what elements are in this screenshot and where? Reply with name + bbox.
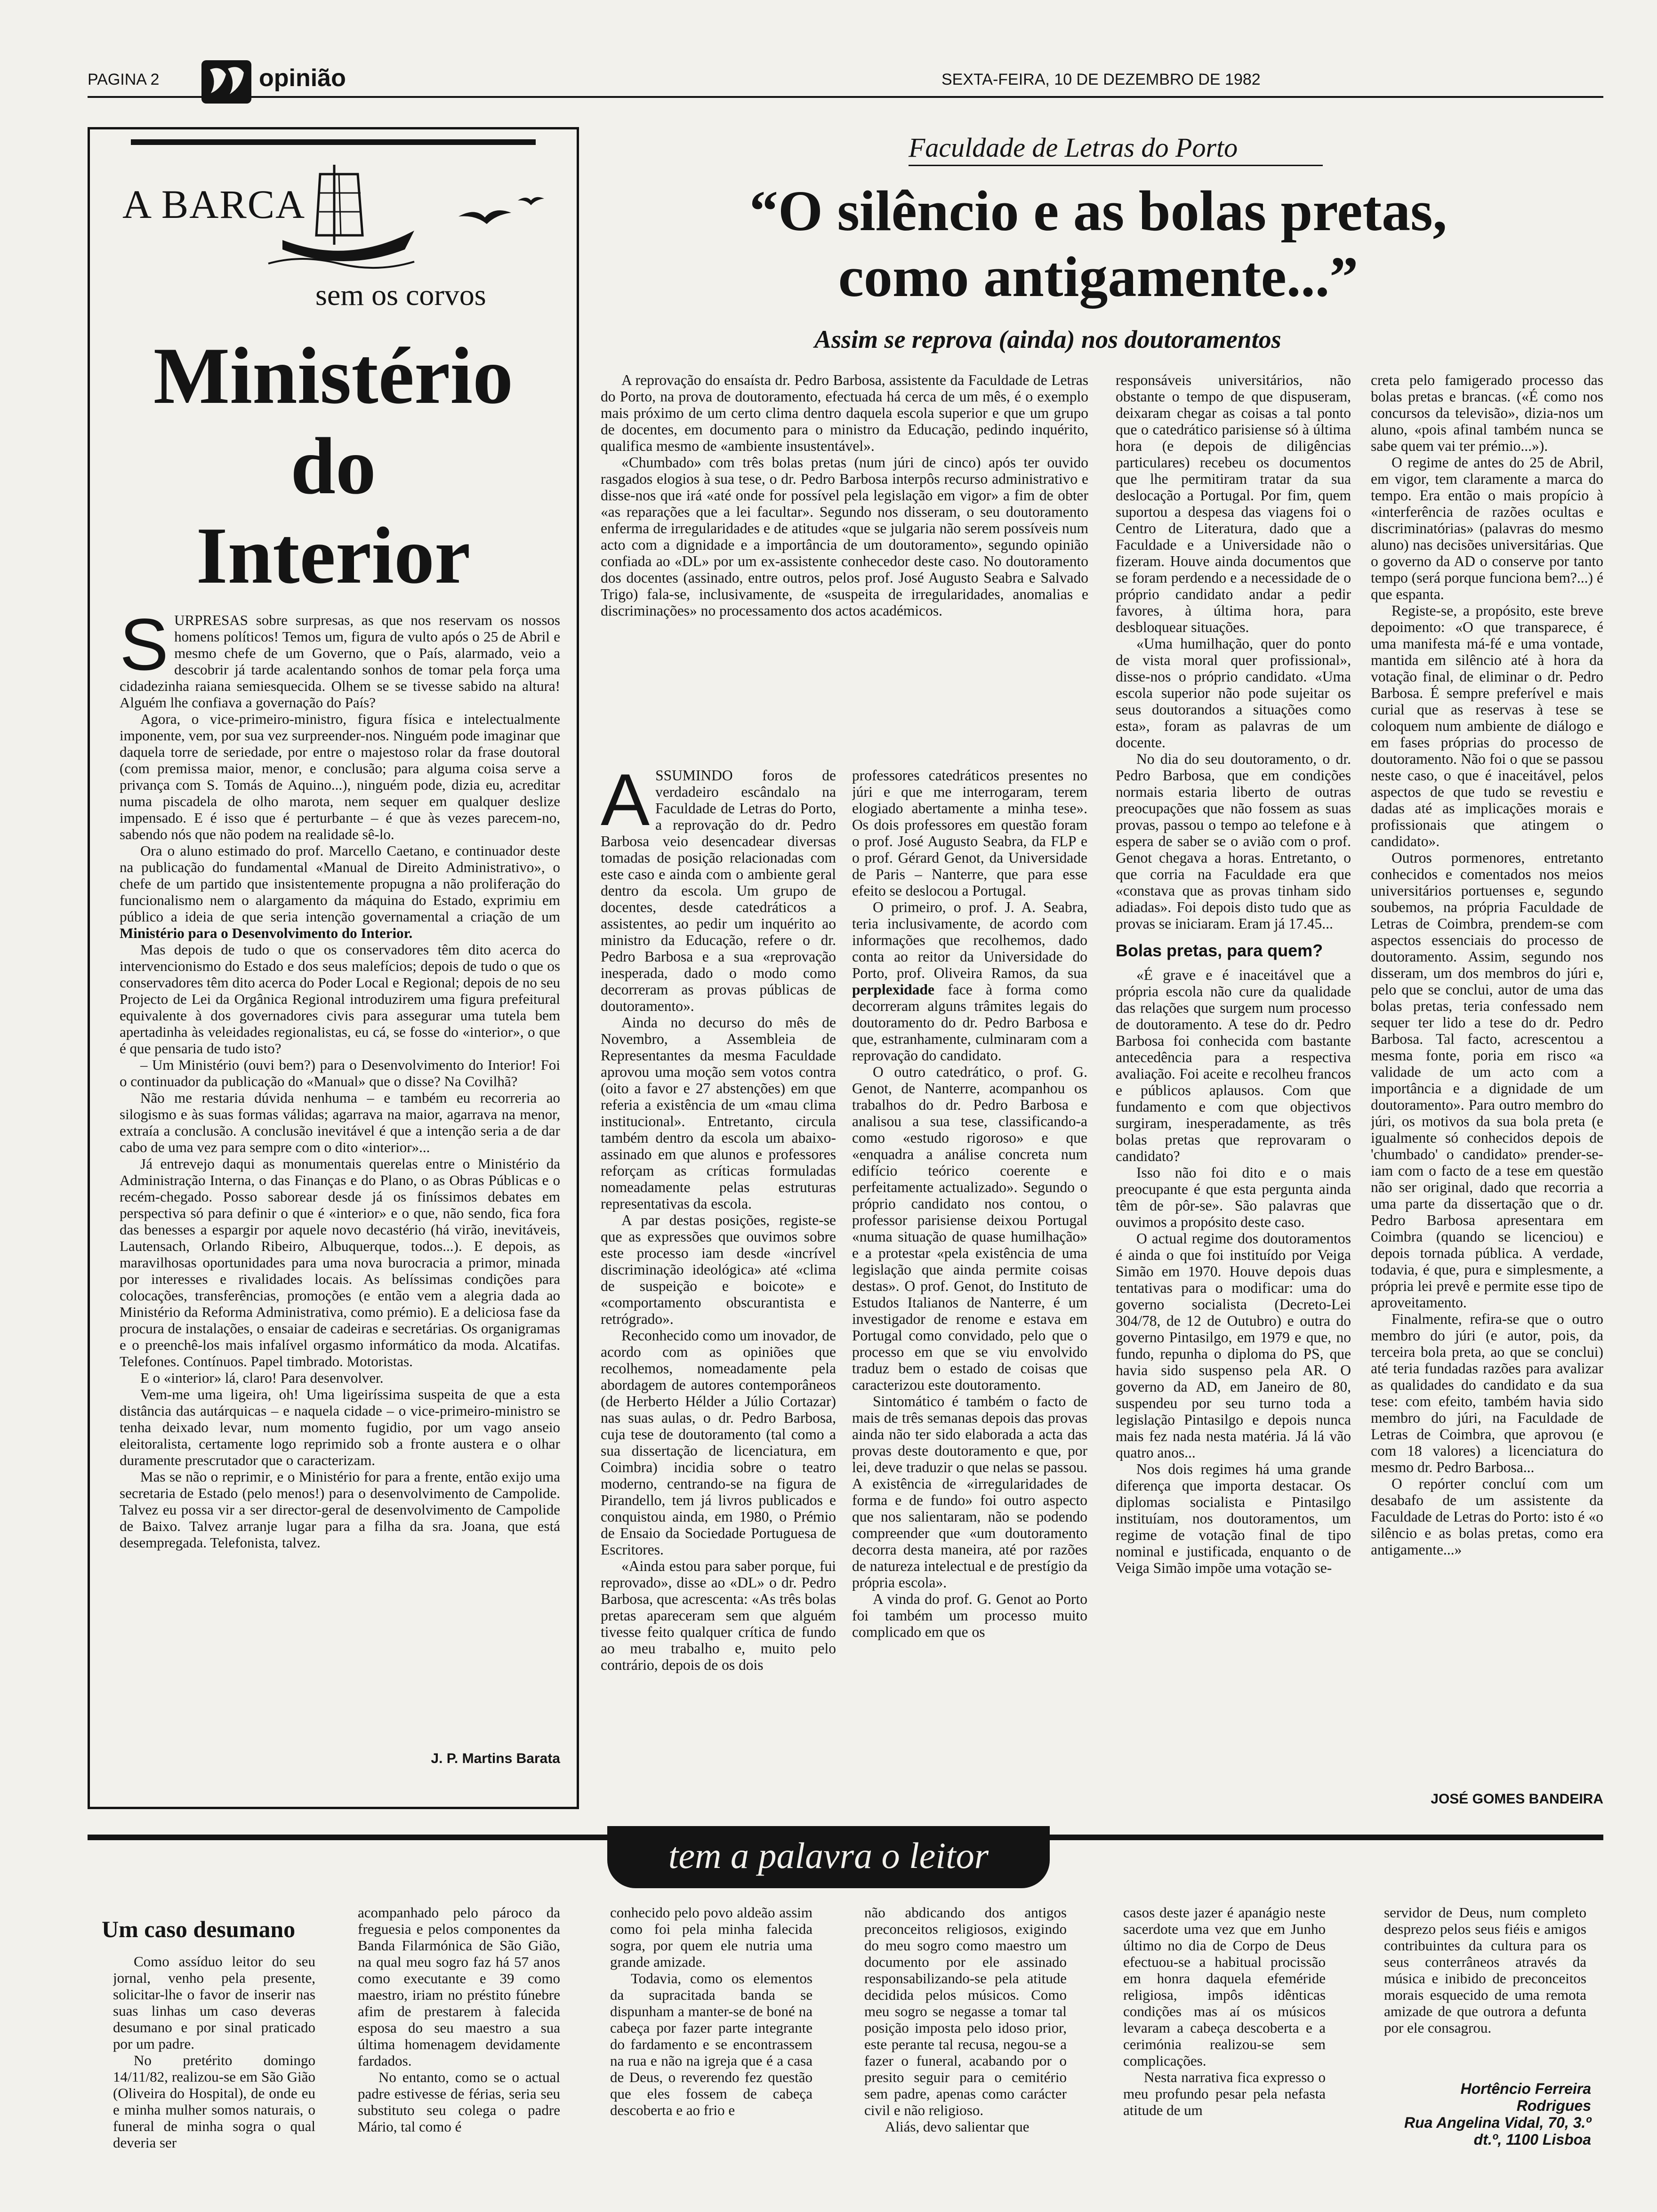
letter-title: Um caso desumano xyxy=(102,1916,296,1942)
paragraph: Registe-se, a propósito, este breve depoimento: «O que transparece, é uma manifesta má-fé e uma vontade, mantida em silêncio até à hora da votação final, de eliminar o dr. Pedro Barbosa. É sempre preferível e mais curial que as reservas à tese se coloquem num ambiente de diálogo e em fases próprias do processo de doutoramento. Não foi o que se passou neste caso, o que é inaceitável, pelos aspectos de que tudo se revestiu e dadas até as implicações morais e profissionais que atingem o candidato». xyxy=(1371,602,1603,850)
paragraph: Nesta narrativa fica expresso o meu profundo pesar pela nefasta atitude de um xyxy=(1123,2069,1326,2118)
letter-column-4 xyxy=(864,1904,1067,2188)
paragraph: casos deste jazer é apanágio neste sacerdote uma vez que em Junho último no dia de Corpo de Deus efectuou-se a habitual procissão em honra daquela efeméride religiosa, impôs idênticas condições mas aí os músicos levaram a cabeça descoberta e a cerimónia realizou-se sem complicações. xyxy=(1123,1904,1326,2069)
paragraph: Aliás, devo salientar que xyxy=(885,2118,1030,2135)
byline: J. P. Martins Barata xyxy=(431,1751,560,1766)
paragraph: O actual regime dos doutoramentos é ainda o que foi instituído por Veiga Simão em 1970. Houve depois duas tentativas para o modificar: uma do governo socialista (Decreto-Lei 304/78, de 12 de Outubro) e outra do governo Pintasilgo, em 1979 e que, no fundo, repunha o diploma do PS, que havia sido suspenso pela AR. O governo da AD, em Janeiro de 80, suspendeu por seu turno toda a legislação Pintasilgo e depois nunca mais fez nada nesta matéria. Já lá vão quatro anos... xyxy=(1116,1230,1351,1461)
paragraph: conhecido pelo povo aldeão assim como foi pela minha falecida sogra, por quem ele nutria uma grande amizade. xyxy=(610,1904,812,1970)
paragraph: A reprovação do ensaísta dr. Pedro Barbosa, assistente da Faculdade de Letras do Porto, na prova de doutoramento, efectuada há cerca de um mês, é o exemplo mais próximo de um certo clima dentro daquela escola superior e que um grupo de docentes, em documento para o ministro da Educação, pedindo inquérito, qualifica mesmo de «ambiente insustentável». xyxy=(601,372,1088,454)
paragraph: A par destas posições, registe-se que as expressões que ouvimos sobre este processo iam desde «incrível discriminação ideológica» até «clima de suspeição e boicote» e «comportamento obscurantista e retrógrado». xyxy=(601,1212,836,1327)
paragraph: Outros pormenores, entretanto conhecidos e comentados nos meios universitários portuenses e, segundo soubemos, na própria Faculdade de Letras de Coimbra, prendem-se com aspectos essenciais do processo de doutoramento. Assim, segundo nos disseram, um dos membros do júri e, pelo que se conclui, autor de uma das bolas pretas, teria confessado nem sequer ter lido a tese do dr. Pedro Barbosa. Tal facto, acrescentou a mesma fonte, poria em risco «a validade de um acto com a importância e a dignidade de um doutoramento». Para outro membro do júri, os motivos da sua bola preta (e igualmente só conhecidos depois de 'chumbado' o candidato» prender-se-iam com o facto de a tese em questão não ser original, dado que recorria a uma parte da dissertação que o dr. Pedro Barbosa apresentara em Coimbra (quando se licenciou) e depois tornada pública. A verdade, todavia, é que, pura e simplesmente, a própria lei prevê e permite esse tipo de aproveitamento. xyxy=(1371,850,1603,1311)
paragraph: Agora, o vice-primeiro-ministro, figura física e intelectualmente imponente, vem, por sua vez surpreender-nos. Ninguém pode imaginar que daquela torre de seriedade, por entre o majestoso rolar da frase doutoral (com premissa maior, menor, e conclusão; para alguma coisa serve a privança com S. Tomás de Aquino...), ninguém pode, dizia eu, acreditar numa piscadela de olho marota, nem sequer em qualquer deslize impensado. E é isso que é perturbante – é que às vezes parecem-no, sabendo nós que não podem na realidade sê-lo. xyxy=(120,711,560,842)
paragraph: responsáveis universitários, não obstante o tempo de que dispuseram, deixaram chegar as coisas a tal ponto que o catedrático parisiense só à última hora (e depois de diligências particulares) recebeu os documentos que lhe permitiram tratar da sua deslocação a Portugal. Por fim, quem suportou a despesa das viagens foi o Centro de Literatura, dado que a Faculdade e a Universidade não o fizeram. Houve ainda documentos que se foram perdendo e a necessidade de o próprio candidato andar a pedir favores, à última hora, para desbloquear situações. xyxy=(1116,372,1351,635)
paragraph: Nos dois regimes há uma grande diferença que importa destacar. Os diplomas socialista e Pintasilgo instituíam, nos doutoramentos, um regime de votação final de tipo nominal e justificada, enquanto o de Veiga Simão impõe uma votação se- xyxy=(1116,1461,1351,1576)
paragraph: Ainda no decurso do mês de Novembro, a Assembleia de Representantes da mesma Faculdade aprovou uma moção sem votos contra (oito a favor e 27 abstenções) em que referia a existência de um «mau clima institucional». Entretanto, circula também dentro da escola um abaixo-assinado em que alunos e professores reforçam as críticas formuladas nomeadamente pelas estruturas representativas da escola. xyxy=(601,1014,836,1212)
letter-column-5 xyxy=(1123,1904,1326,2188)
letter-signature xyxy=(1346,2080,1591,2148)
page-number: PAGINA 2 xyxy=(88,71,160,88)
paragraph: – Um Ministério (ouvi bem?) para o Desenvolvimento do Interior! Foi o continuador da publicação do «Manual» que o disse? Na Covilhã? xyxy=(120,1057,560,1090)
signature-address: Rua Angelina Vidal, 70, 3.º xyxy=(1404,2114,1591,2131)
text-column-3 xyxy=(1116,372,1351,1817)
paragraph: Vem-me uma ligeira, oh! Uma ligeiríssima suspeita de que a esta distância das autárquicas – e naquela cidade – o vice-primeiro-ministro se tenha deixado levar, num momento fugidio, por um vago anseio eleitoralista, certamente logo reprimido sob a fronte austera e o olhar duramente prescrutador que o caracterizam. xyxy=(120,1386,560,1468)
letters-banner-title: tem a palavra o leitor xyxy=(668,1835,989,1876)
paragraph: O repórter concluí com um desabafo de um assistente da Faculdade de Letras do Porto: isto é «o silêncio e as bolas pretas, como era antigamente...» xyxy=(1371,1475,1603,1558)
column-logo-top: A BARCA xyxy=(122,182,306,227)
paragraph: professores catedráticos presentes no júri e que me interrogaram, terem elogiado abertamente a minha tese». Os dois professores em questão foram o prof. José Augusto Seabra, da FLP e o prof. Gérard Genot, da Universidade de Paris – Nanterre, que para esse efeito se deslocou a Portugal. xyxy=(852,767,1087,899)
drop-cap: A xyxy=(601,767,650,841)
paragraph: Como assíduo leitor do seu jornal, venho pela presente, solicitar-lhe o favor de inserir nas suas linhas um caso deveras desumano e por sinal praticado por um padre. xyxy=(113,1953,315,2052)
page-date: SEXTA-FEIRA, 10 DE DEZEMBRO DE 1982 xyxy=(941,71,1261,88)
paragraph: Sintomático é também o facto de mais de três semanas depois das provas ainda não ter sido elaborada a acta das provas deste doutoramento e que, por lei, deve traduzir o que nelas se passou. A existência de «irregularidades de forma e de fundo» foi outro aspecto que nos salientaram, não se podendo compreender que «um doutoramento decorra desta maneira, até por razões de natureza intelectual e de prestígio da própria escola». xyxy=(852,1393,1087,1591)
ship-icon xyxy=(264,155,424,273)
paragraph: «Uma humilhação, quer do ponto de vista moral quer profissional», disse-nos o próprio candidato. «Uma escola superior não pode sujeitar os seus doutorandos a situações como esta», foram as palavras de um docente. xyxy=(1116,635,1351,751)
paragraph: O primeiro, o prof. J. A. Seabra, teria inclusivamente, de acordo com informações que recolhemos, dado conta ao reitor da Universidade do Porto, prof. Oliveira Ramos, da sua perplexidade face à forma como decorreram alguns trâmites legais do doutoramento do dr. Pedro Barbosa e que, estranhamente, culminaram com a reprovação do candidato. xyxy=(852,899,1087,1064)
letter-column-3 xyxy=(610,1904,812,2188)
subheading: Bolas pretas, para quem? xyxy=(1116,941,1323,960)
paragraph: Todavia, como os elementos da supracitada banda se dispunham a manter-se de boné na cabeça por fazer parte integrante do fardamento e se encontrassem na rua e não na igreja que é a casa de Deus, o reverendo fez questão que eles fossem de cabeça descoberta e ao frio e xyxy=(610,1970,812,2118)
headline-line-3: Interior xyxy=(196,511,471,601)
signature-name: Hortêncio Ferreira xyxy=(1460,2080,1591,2097)
paragraph: servidor de Deus, num completo desprezo pelos seus fiéis e amigos contribuintes da cultura para os seus conterrâneos através da música e inibido de preconceitos morais esquecido de uma remota amizade de que outrora a defunta por ele consagrou. xyxy=(1384,1904,1586,2036)
paragraph: Já entrevejo daqui as monumentais querelas entre o Ministério da Administração Interna, o das Finanças e do Plano, o as Obras Públicas e o recém-chegado. Posso saborear desde já os finíssimos debates em perspectiva só para definir o que é «interior» e o que, não sendo, fica fora das benesses a espargir por aquele novo decastério (há virão, inevitáveis, Lautensach, Orlando Ribeiro, Albuquerque, todos...). E depois, as maravilhosas oportunidades para uma nova burocracia a primor, minada por interesses e rivalidades locais. As belíssimas condições para colocações, transferências, promoções (e então vem a alegria dada ao Ministério da Reforma Administrativa, como prémio). E a deliciosa fase da procura de instalações, o ensaiar de cadeiras e secretárias. Os organigramas e o preenchê-los mais infalível orgasmo informático da moda. Alcatifas. Telefones. Contínuos. Papel timbrado. Motoristas. xyxy=(120,1155,560,1370)
signature-city: dt.º, 1100 Lisboa xyxy=(1473,2131,1591,2148)
bird-icon xyxy=(517,193,545,207)
headline-line-1: Ministério xyxy=(153,331,514,421)
bird-icon xyxy=(457,198,513,235)
section-name: opinião xyxy=(259,64,346,92)
header-rule xyxy=(88,96,1603,98)
paragraph: URPRESAS sobre surpresas, as que nos reservam os nossos homens políticos! Temos um, figura de vulto após o 25 de Abril e mesmo chefe de um Governo, que o País, alarmado, veio a descobrir já tarde acalentando sonhos de tomar pela força uma cidadezinha raiana semiesquecida. Olhem se se tivesse sabido na altura! Alguém lhe confiava a governação do País? xyxy=(120,612,560,711)
letter-column-2 xyxy=(358,1904,560,2188)
paragraph: Ora o aluno estimado do prof. Marcello Caetano, e continuador deste na publicação do fundamental «Manual de Direito Administrativo», o chefe de um partido que insistentemente propugna a não proliferação do funcionalismo nem o alargamento da máquina do Estado, exprimiu em público a ideia de que seria intenção governamental a criação de um Ministério para o Desenvolvimento do Interior. xyxy=(120,842,560,941)
letter-column-6 xyxy=(1384,1904,1586,2045)
text-column-2 xyxy=(852,767,1087,1817)
paragraph: Finalmente, refira-se que o outro membro do júri (e autor, pois, da terceira bola preta, ao que se conclui) até teria fundadas razões para avalizar as qualidades do candidato e da sua tese: com efeito, também havia sido membro do júri, na Faculdade de Letras de Coimbra, que aprovou (e com 18 valores) a licenciatura do mesmo dr. Pedro Barbosa... xyxy=(1371,1311,1603,1475)
paragraph: não abdicando dos antigos preconceitos religiosos, exigindo do meu sogro como maestro um documento por ele assinado responsabilizando-se pela atitude decidida pelos músicos. Como meu sogro se negasse a tomar tal posição imposta pelo idoso prior, este perante tal recusa, negou-se a fazer o funeral, acabando por o presito seguir para o cemitério sem padre, apenas como carácter civil e não religioso. xyxy=(864,1904,1067,2118)
text-column-1: ASSUMINDO foros de verdadeiro escândalo na Faculdade de Letras do Porto, a reprovação do dr. Pedro Barbosa veio desencadear diversas tomadas de posição relacionadas com este caso e ainda com o ambiente geral dentro da escola. Um grupo de docentes, desde catedráticos a assistentes, ao pedir um inquérito ao ministro da Educação, refere o dr. Pedro Barbosa e a sua «reprovação inesperada, dado o modo como decorreram as provas públicas de doutoramento». Ainda no decurso do mês de Novembro, a Assembleia de Representantes da mesma Faculdade aprovou uma moção sem votos contra (oito a favor e 27 abstenções) em que referia a existência de um «mau clima institucional». Entretanto, circula também dentro da escola um abaixo-assinado em que alunos e professores reforçam as críticas formuladas nomeadamente pelas estruturas representativas da escola. A par destas posições, registe-se que as expressões que ouvimos sobre este processo iam desde «incrível discriminação ideológica» até «clima de suspeição e boicote» e «comportamento obscurantista e retrógrado». Reconhecido como um inovador, de acordo com as opiniões que recolhemos, nomeadamente pela abordagem de autores contemporâneos (de Herberto Hélder a Júlio Cortazar) nas suas aulas, o dr. Pedro Barbosa, cuja tese de doutoramento (tal como a sua dissertação de licenciatura, em Coimbra) incidia sobre o teatro moderno, centrando-se na figura de Pirandello, tem já livros publicados e conquistou ainda, em 1980, o Prémio de Ensaio da Sociedade Portuguesa de Escritores. «Ainda estou para saber porque, fui reprovado», disse ao «DL» o dr. Pedro Barbosa, que acrescenta: «As três bolas pretas apareceram sem que alguém tivesse feito qualquer crítica de fundo ao meu trabalho e, muito pelo contrário, depois de os dois xyxy=(601,767,836,1673)
article-subheadline: Assim se reprova (ainda) nos doutoramentos xyxy=(814,325,1281,353)
paragraph: No entanto, como se o actual padre estivesse de férias, seria seu substituto seu colega o padre Mário, tal como é xyxy=(358,2069,560,2135)
lead-text xyxy=(601,372,1088,753)
paragraph: «Chumbado» com três bolas pretas (num júri de cinco) após ter ouvido rasgados elogios à sua tese, o dr. Pedro Barbosa interpôs recurso administrativo e disse-nos que irá «até onde for possível pela legislação em vigor» a fim de obter «as reparações que a lei facultar». Segundo nos disseram, o seu doutoramento enferma de irregularidades e de atitudes «que se julgaria não serem possíveis num acto com a dignidade e a importância de um doutoramento», segundo opinião confiada ao «DL» por um ex-assistente conhecedor deste caso. No doutoramento dos docentes (assinado, entre outros, pelos prof. José Augusto Seabra e Salvado Trigo) fala-se, inclusivamente, de «suspeita de irregularidades, anomalias e discriminações» no processamento dos actos académicos. xyxy=(601,454,1088,619)
paragraph: Não me restaria dúvida nenhuma – e também eu recorreria ao silogismo e às suas formas válidas; agarrava na maior, agarrava na menor, extraía a conclusão. A conclusão inevitável é que a intenção seria a de dar cabo de uma vez para sempre com o dito «interior»... xyxy=(120,1090,560,1155)
paragraph: A vinda do prof. G. Genot ao Porto foi também um processo muito complicado em que os xyxy=(852,1591,1087,1640)
paragraph: «Ainda estou para saber porque, fui reprovado», disse ao «DL» o dr. Pedro Barbosa, que acrescenta: «As três bolas pretas apareceram sem que alguém tivesse feito qualquer crítica de fundo ao meu trabalho e, muito pelo contrário, depois de os dois xyxy=(601,1558,836,1673)
letter-column-1 xyxy=(113,1953,315,2188)
paragraph: Isso não foi dito e o mais preocupante é que esta pergunta ainda têm de pôr-se». São palavras que ouvimos a propósito deste caso. xyxy=(1116,1164,1351,1230)
paragraph: Reconhecido como um inovador, de acordo com as opiniões que recolhemos, nomeadamente pela abordagem de autores contemporâneos (de Herberto Hélder a Júlio Cortazar) nas suas aulas, o dr. Pedro Barbosa, cuja tese de doutoramento (tal como a sua dissertação de licenciatura, em Coimbra) incidia sobre o teatro moderno, centrando-se na figura de Pirandello, tem já livros publicados e conquistou ainda, em 1980, o Prémio de Ensaio da Sociedade Portuguesa de Escritores. xyxy=(601,1327,836,1558)
article-body xyxy=(120,612,560,1680)
paragraph: acompanhado pelo pároco da freguesia e pelos componentes da Banda Filarmónica de São Gião, na qual meu sogro faz há 57 anos como executante e 39 como maestro, iriam no préstito fúnebre afim de prestarem à falecida esposa do seu maestro a sua última homenagem devidamente fardados. xyxy=(358,1904,560,2069)
paragraph: E o «interior» lá, claro! Para desenvolver. xyxy=(140,1370,384,1386)
paragraph: No pretérito domingo 14/11/82, realizou-se em São Gião (Oliveira do Hospital), de onde eu e minha mulher somos naturais, o funeral de minha sogra o qual deveria ser xyxy=(113,2052,315,2151)
paragraph: O regime de antes do 25 de Abril, em vigor, tem claramente a marca do tempo. Era então o mais propício à «interferência de razões ocultas e discriminatórias» (palavras do mesmo aluno) nas decisões universitárias. Que o governo da AD o conserve por tanto tempo (será porque funciona bem?...) é que espanta. xyxy=(1371,454,1603,602)
paragraph: creta pelo famigerado processo das bolas pretas e brancas. («É como nos concursos da televisão», dizia-nos um aluno, «pois afinal também nunca se sabe quem vai ter prémio...»). xyxy=(1371,372,1603,454)
signature-surname: Rodrigues xyxy=(1516,2097,1591,2114)
column-logo-bottom: sem os corvos xyxy=(315,278,486,312)
headline-line-2: como antigamente...” xyxy=(838,245,1359,309)
paragraph: Mas depois de tudo o que os conservadores têm dito acerca do intervencionismo do Estado e dos seus malefícios; depois de tudo o que os conservadores têm dito acerca do Poder Local e Regional; depois de no seu Projecto de Lei da Orgânica Regional introduzirem uma figura prefeitural equivalente à dos governadores civis para assegurar uma tutela bem apertadinha às veleidades regionalistas, eu cá, se fosse do «interior», o que é que pensaria de tudo isto? xyxy=(120,941,560,1057)
paragraph: No dia do seu doutoramento, o dr. Pedro Barbosa, que em condições normais estaria liberto de outras preocupações que não fossem as suas provas, passou o tempo ao telefone e à espera de saber se o avião com o prof. Genot chegava a horas. Entretanto, o que corria na Faculdade era que «constava que as provas tinham sido adiadas». Foi depois disto tudo que as provas se iniciaram. Eram já 17.45... xyxy=(1116,751,1351,932)
paragraph: O outro catedrático, o prof. G. Genot, de Nanterre, acompanhou os trabalhos do dr. Pedro Barbosa e analisou a sua tese, classificando-a como «estudo rigoroso» e que «enquadra a análise concreta num edifício teórico coerente e perfeitamente actualizado». Segundo o próprio candidato nos contou, o professor parisiense deixou Portugal «numa situação de quase humilhação» e a protestar «pela existência de uma legislação que ainda permite coisas destas». O prof. Genot, do Instituto de Estudos Italianos de Nanterre, é um investigador de renome e estava em Portugal como convidado, pelo que o processo em que se viu envolvido traduz bem o estado de coisas que caracterizou este doutoramento. xyxy=(852,1064,1087,1393)
kicker-underline xyxy=(909,165,1323,166)
paragraph: Mas se não o reprimir, e o Ministério for para a frente, então exijo uma secretaria de Estado (pelo menos!) para o desenvolvimento de Campolide. Talvez eu possa vir a ser director-geral de desenvolvimento de Campolide de Baixo. Talvez arranje lugar para a filha da sra. Joana, que está desempregada. Telefonista, talvez. xyxy=(120,1468,560,1551)
paragraph: «É grave e é inaceitável que a própria escola não cure da qualidade das relações que surgem num processo de doutoramento. A tese do dr. Pedro Barbosa foi conhecida com bastante antecedência para a respectiva avaliação. Foi aceite e recolheu francos e públicos aplausos. Com que fundamento e com que objectivos surgiram, inesperadamente, as três bolas pretas que reprovaram o candidato? xyxy=(1116,967,1351,1164)
text-column-4 xyxy=(1371,372,1603,1779)
drop-cap: S xyxy=(120,612,169,686)
headline-line-2: do xyxy=(290,422,376,511)
headline-line-1: “O silêncio e as bolas pretas, xyxy=(749,179,1448,243)
column-box-top-bar xyxy=(131,139,536,145)
article-kicker: Faculdade de Letras do Porto xyxy=(909,132,1238,163)
byline: JOSÉ GOMES BANDEIRA xyxy=(1431,1791,1603,1807)
